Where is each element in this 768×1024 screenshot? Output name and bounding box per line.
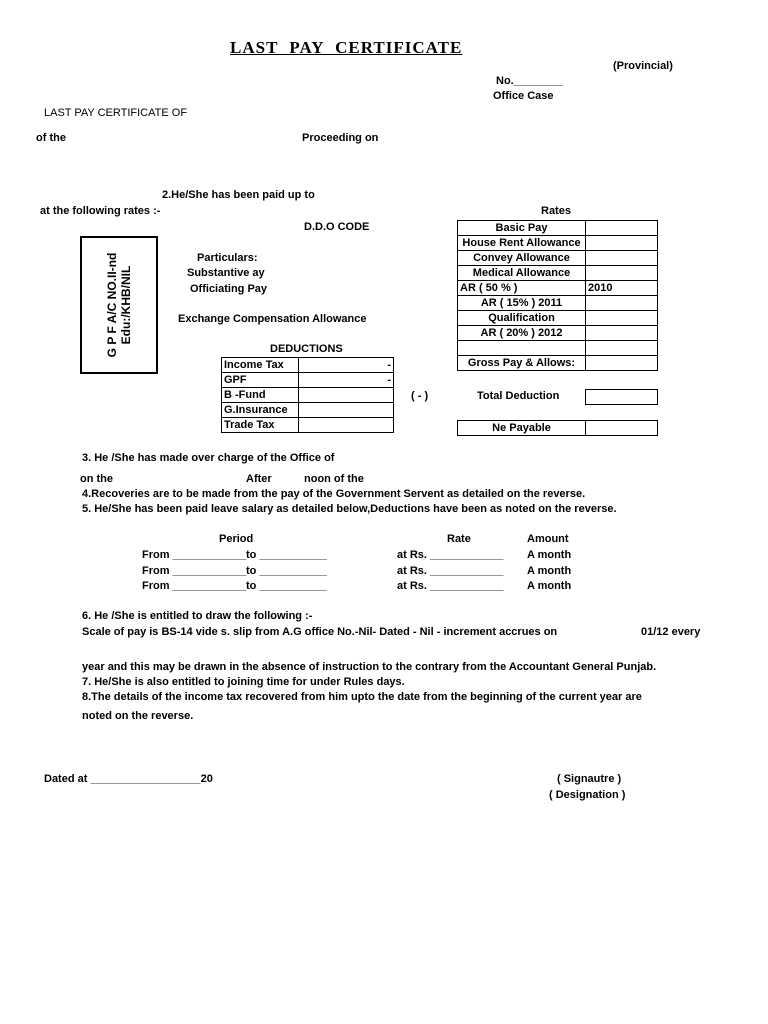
- period-header: Period: [219, 533, 254, 545]
- paragraph-4: 4.Recoveries are to be made from the pay of the Government Servent as detailed on the reverse.: [82, 488, 586, 500]
- rate-label: Convey Allowance: [458, 251, 586, 266]
- signature-label: ( Signautre ): [557, 773, 622, 785]
- table-row: [458, 326, 658, 341]
- paragraph-6: 6. He /She is entitled to draw the following :-: [82, 610, 313, 622]
- table-row: [222, 403, 394, 418]
- table-row: [222, 388, 394, 403]
- paragraph-3: 3. He /She has made over charge of the Office of: [82, 452, 335, 464]
- ne-payable-table: [457, 420, 658, 436]
- rate-label: Medical Allowance: [458, 266, 586, 281]
- noon-label: noon of the: [304, 473, 364, 485]
- deduction-value: [299, 418, 394, 433]
- deduction-label: B -Fund: [222, 388, 299, 403]
- number-field: No.________: [496, 75, 563, 87]
- ne-payable-value: [586, 421, 658, 436]
- table-row: [458, 221, 658, 236]
- rate-value: [586, 296, 658, 311]
- table-row: [458, 266, 658, 281]
- following-rates-label: at the following rates :-: [40, 205, 161, 217]
- paragraph-8-cont: noted on the reverse.: [82, 710, 194, 722]
- provincial-label: (Provincial): [613, 60, 673, 72]
- on-the-label: on the: [80, 473, 113, 485]
- table-row: [458, 311, 658, 326]
- ne-payable-label: Ne Payable: [458, 421, 586, 436]
- gross-pay-label: Gross Pay & Allows:: [458, 356, 586, 371]
- table-row: [222, 358, 394, 373]
- year-line: year and this may be drawn in the absence of instruction to the contrary from the Accountant General Punjab.: [82, 661, 657, 673]
- dated-at-field: Dated at __________________20: [44, 773, 213, 785]
- particulars-heading: Particulars:: [197, 252, 258, 264]
- deduction-label: Income Tax: [222, 358, 299, 373]
- paragraph-7: 7. He/She is also entitled to joining time for under Rules days.: [82, 676, 405, 688]
- after-label: After: [246, 473, 272, 485]
- rate-value: [586, 251, 658, 266]
- page-title: LAST PAY CERTIFICATE: [230, 38, 463, 57]
- rate-value: [586, 266, 658, 281]
- rate-label: House Rent Allowance: [458, 236, 586, 251]
- deduction-value: -: [299, 373, 394, 388]
- total-deduction-label: Total Deduction: [477, 390, 560, 402]
- officiating-pay-label: Officiating Pay: [190, 283, 268, 295]
- gpf-line-2: Edu:/KHB/NIL: [119, 265, 133, 345]
- rate-value: [586, 236, 658, 251]
- ddo-code-label: D.D.O CODE: [304, 221, 370, 233]
- office-case-label: Office Case: [493, 90, 554, 102]
- leave-rate: at Rs. ____________: [397, 565, 504, 577]
- table-row: [458, 421, 658, 436]
- table-row: [458, 341, 658, 356]
- rate-value: [586, 326, 658, 341]
- leave-amount: A month: [527, 565, 572, 577]
- deduction-value: [299, 388, 394, 403]
- gpf-line-1: G P F A/C NO.II-nd: [105, 252, 119, 358]
- table-row: [222, 418, 394, 433]
- leave-period: From ____________to ___________: [142, 565, 327, 577]
- paragraph-8: 8.The details of the income tax recovered from him upto the date from the beginning of the current year are: [82, 691, 642, 703]
- leave-rate: at Rs. ____________: [397, 580, 504, 592]
- rate-value: [586, 311, 658, 326]
- rate-value: [586, 341, 658, 356]
- gpf-account-box: [80, 236, 158, 374]
- rate-value: [586, 221, 658, 236]
- deduction-value: -: [299, 358, 394, 373]
- lpc-of-label: LAST PAY CERTIFICATE OF: [44, 107, 188, 119]
- leave-amount: A month: [527, 580, 572, 592]
- deductions-heading: DEDUCTIONS: [270, 343, 343, 355]
- gross-pay-value: [586, 356, 658, 371]
- leave-amount: A month: [527, 549, 572, 561]
- deduction-label: Trade Tax: [222, 418, 299, 433]
- rate-header: Rate: [447, 533, 471, 545]
- table-row: [458, 281, 658, 296]
- rate-label: Qualification: [458, 311, 586, 326]
- rate-label: AR ( 15% ) 2011: [458, 296, 586, 311]
- of-the-label: of the: [36, 132, 66, 144]
- deduction-label: GPF: [222, 373, 299, 388]
- amount-header: Amount: [527, 533, 569, 545]
- table-row: [458, 251, 658, 266]
- rate-label: Basic Pay: [458, 221, 586, 236]
- designation-label: ( Designation ): [549, 789, 626, 801]
- deduction-label: G.Insurance: [222, 403, 299, 418]
- rates-label: Rates: [541, 205, 571, 217]
- rate-value: 2010: [586, 281, 658, 296]
- increment-date: 01/12 every: [641, 626, 701, 638]
- proceeding-on-label: Proceeding on: [302, 132, 379, 144]
- table-row: [222, 373, 394, 388]
- deduction-value: [299, 403, 394, 418]
- leave-rate: at Rs. ____________: [397, 549, 504, 561]
- exchange-allowance-label: Exchange Compensation Allowance: [178, 313, 367, 325]
- leave-period: From ____________to ___________: [142, 580, 327, 592]
- table-row: [458, 296, 658, 311]
- table-row: [458, 356, 658, 371]
- rate-label: [458, 341, 586, 356]
- rates-table: [457, 220, 658, 371]
- leave-period: From ____________to ___________: [142, 549, 327, 561]
- substantive-pay-label: Substantive ay: [187, 267, 265, 279]
- minus-sign: ( - ): [411, 390, 429, 402]
- paragraph-5: 5. He/She has been paid leave salary as detailed below,Deductions have been as noted on the reverse.: [82, 503, 617, 515]
- total-deduction-box: [585, 389, 658, 405]
- rate-label: AR ( 20% ) 2012: [458, 326, 586, 341]
- paid-up-to-label: 2.He/She has been paid up to: [162, 189, 315, 201]
- table-row: [458, 236, 658, 251]
- scale-of-pay: Scale of pay is BS-14 vide s. slip from A.G office No.-Nil- Dated - Nil - increment accrues on: [82, 626, 558, 638]
- deductions-table: [221, 357, 394, 433]
- rate-label: AR ( 50 % ): [458, 281, 586, 296]
